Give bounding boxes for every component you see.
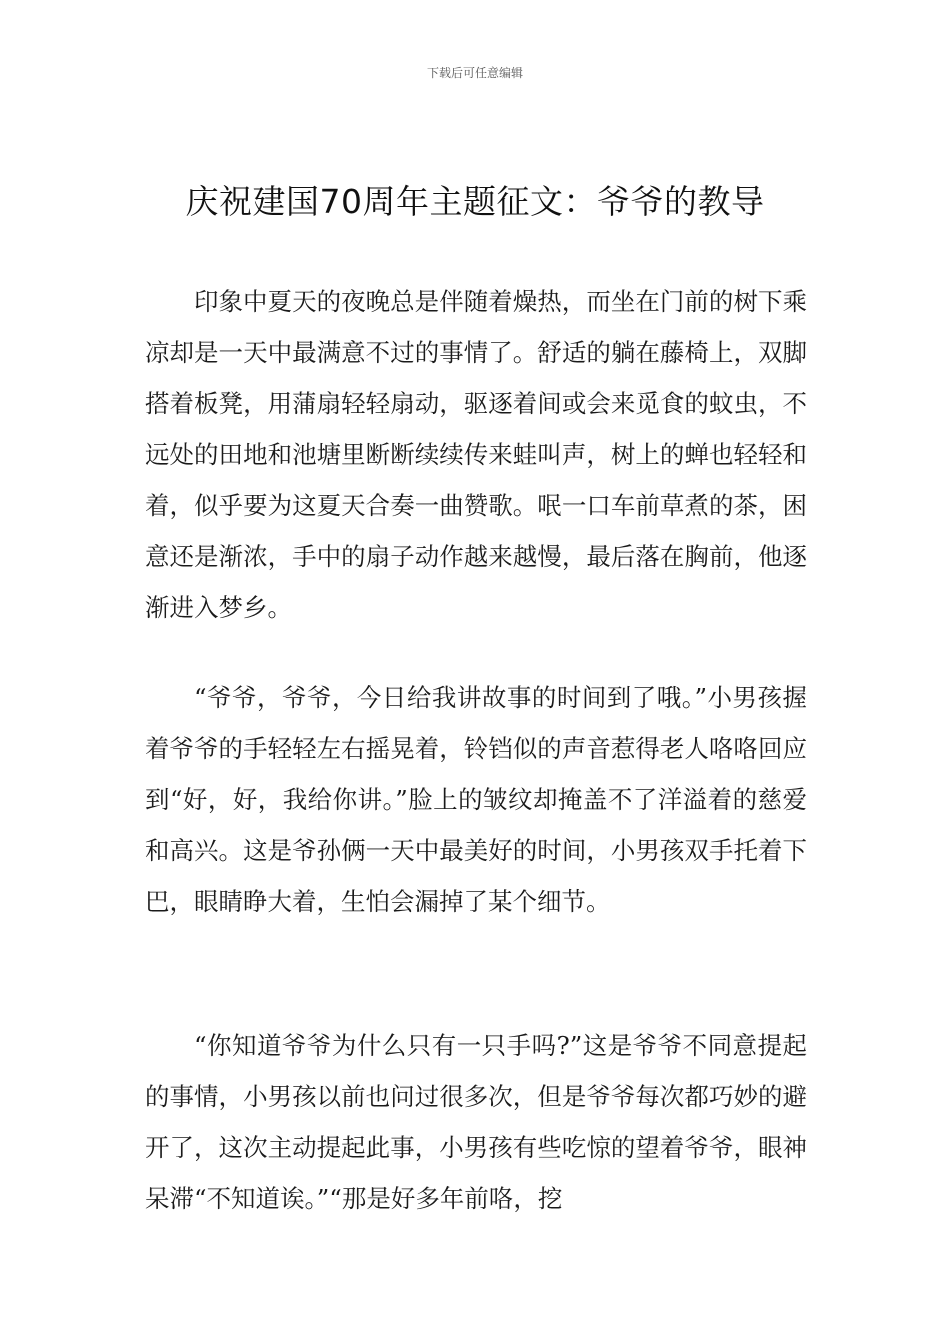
body-paragraph: 印象中夏天的夜晚总是伴随着燥热，而坐在门前的树下乘凉却是一天中最满意不过的事情了。舒适的躺在藤椅上，双脚搭着板凳，用蒲扇轻轻扇动，驱逐着间或会来觅食的蚊虫，不远处的田地和池塘里断断续续传来蛙叫声，树上的蝉也轻轻和着，似乎要为这夏天合奏一曲赞歌。呡一口车前草煮的茶，困意还是渐浓，手中的扇子动作越来越慢，最后落在胸前，他逐渐进入梦乡。 [145, 287, 807, 622]
document-title: 庆祝建国70周年主题征文：爷爷的教导 [185, 182, 765, 221]
body-paragraph: “你知道爷爷为什么只有一只手吗?”这是爷爷不同意提起的事情，小男孩以前也问过很多次，但是爷爷每次都巧妙的避开了，这次主动提起此事，小男孩有些吃惊的望着爷爷，眼神呆滞“不知道诶。”“那是好多年前咯，挖 [145, 1031, 807, 1213]
header-note: 下载后可任意编辑 [426, 66, 523, 80]
body-paragraph: “爷爷，爷爷，今日给我讲故事的时间到了哦。”小男孩握着爷爷的手轻轻左右摇晃着，铃铛似的声音惹得老人咯咯回应到“好，好，我给你讲。”脸上的皱纹却掩盖不了洋溢着的慈爱和高兴。这是爷孙俩一天中最美好的时间，小男孩双手托着下巴，眼睛睁大着，生怕会漏掉了某个细节。 [145, 683, 807, 916]
